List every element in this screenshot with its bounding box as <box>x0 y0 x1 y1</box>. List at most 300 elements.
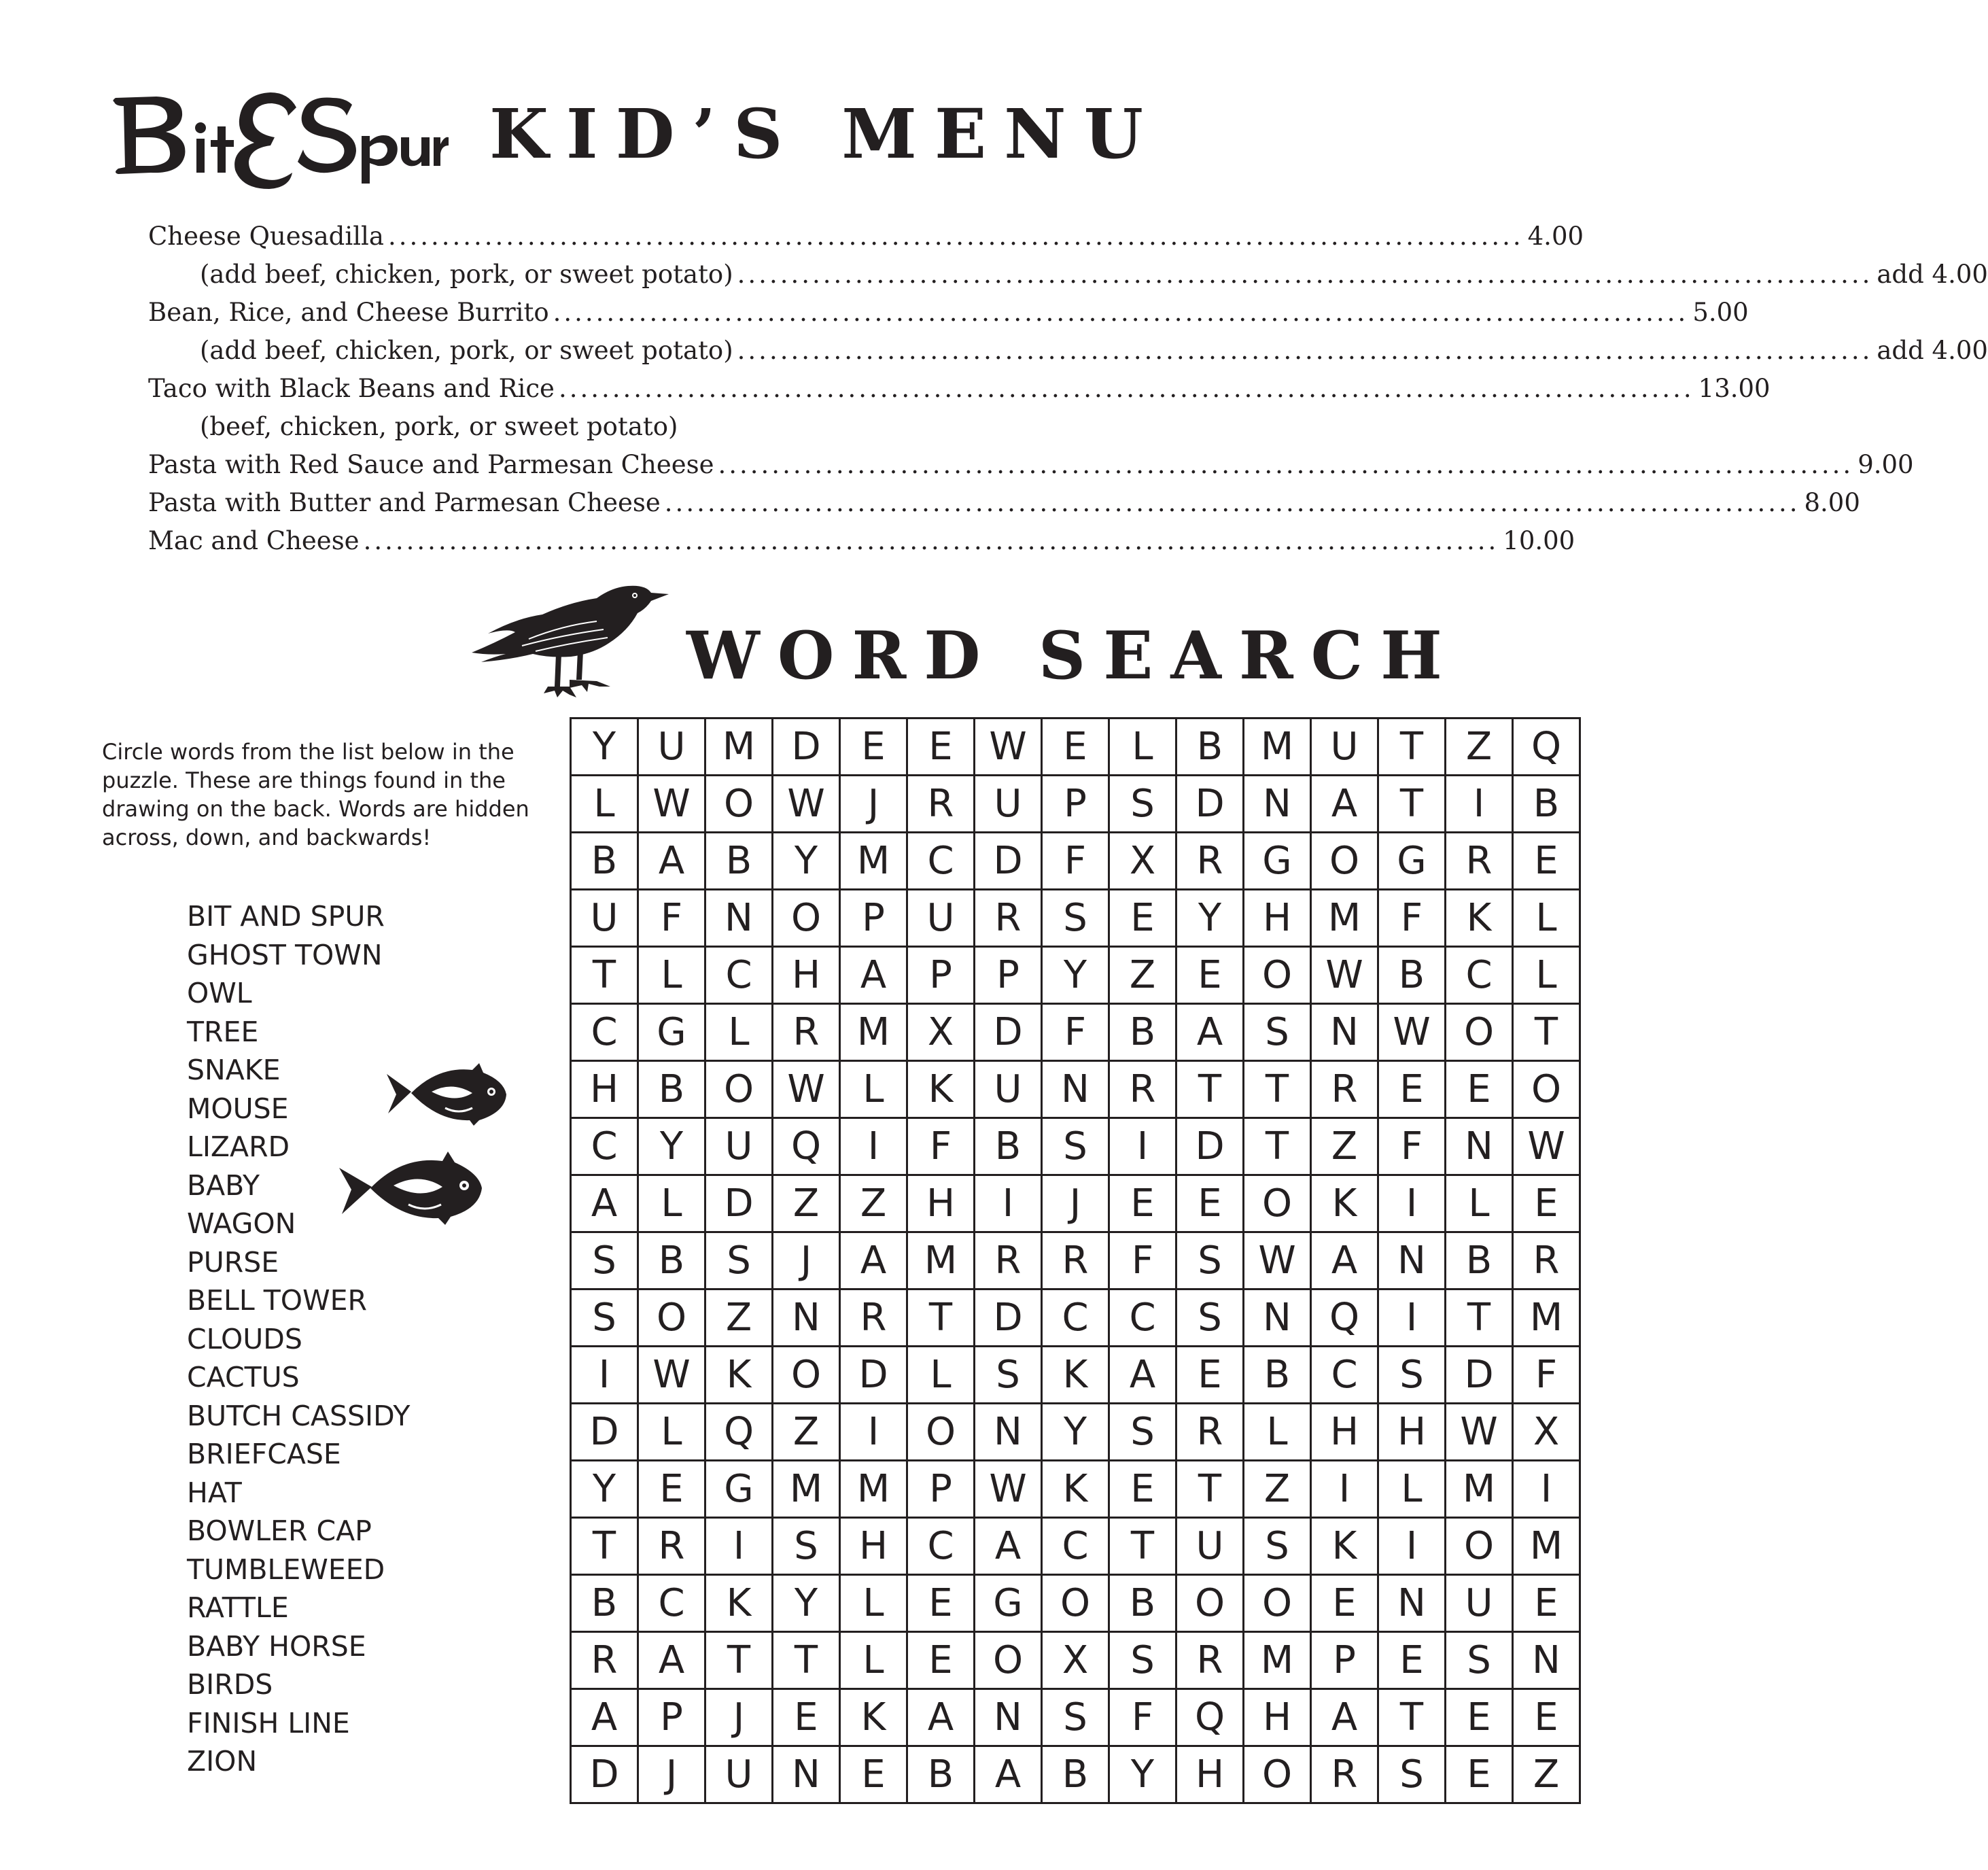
grid-cell[interactable]: A <box>975 1747 1043 1804</box>
grid-cell[interactable]: E <box>1514 833 1581 890</box>
grid-cell[interactable]: N <box>1312 1005 1379 1062</box>
grid-cell[interactable]: H <box>1379 1404 1446 1461</box>
grid-cell[interactable]: E <box>1110 1176 1177 1233</box>
grid-cell[interactable]: Y <box>1110 1747 1177 1804</box>
grid-cell[interactable]: F <box>1110 1690 1177 1747</box>
grid-cell[interactable]: X <box>1043 1633 1110 1690</box>
grid-cell[interactable]: R <box>908 776 975 833</box>
grid-cell[interactable]: T <box>1379 1690 1446 1747</box>
grid-cell[interactable]: G <box>975 1576 1043 1633</box>
grid-cell[interactable]: M <box>706 719 773 776</box>
grid-cell[interactable]: J <box>706 1690 773 1747</box>
grid-cell[interactable]: L <box>1514 890 1581 948</box>
grid-cell[interactable]: Z <box>773 1404 841 1461</box>
grid-cell[interactable]: D <box>572 1747 639 1804</box>
grid-cell[interactable]: B <box>1379 948 1446 1005</box>
grid-cell[interactable]: B <box>1514 776 1581 833</box>
grid-cell[interactable]: N <box>773 1747 841 1804</box>
grid-cell[interactable]: O <box>975 1633 1043 1690</box>
grid-cell[interactable]: L <box>572 776 639 833</box>
grid-cell[interactable]: E <box>1446 1690 1514 1747</box>
grid-row <box>572 1290 1581 1347</box>
grid-cell[interactable]: U <box>572 890 639 948</box>
grid-cell[interactable]: M <box>841 1005 908 1062</box>
grid-cell[interactable]: R <box>1110 1062 1177 1119</box>
grid-cell[interactable]: Q <box>1312 1290 1379 1347</box>
grid-cell[interactable]: K <box>908 1062 975 1119</box>
grid-cell[interactable]: N <box>1379 1233 1446 1290</box>
grid-cell[interactable]: I <box>841 1119 908 1176</box>
word-list-item: BRIEFCASE <box>187 1438 341 1470</box>
grid-cell[interactable]: I <box>975 1176 1043 1233</box>
grid-cell[interactable]: Q <box>1514 719 1581 776</box>
grid-cell[interactable]: E <box>1110 1461 1177 1519</box>
menu-item-name: Cheese Quesadilla <box>148 222 384 251</box>
grid-cell[interactable]: S <box>1110 1404 1177 1461</box>
grid-cell[interactable]: N <box>706 890 773 948</box>
grid-cell[interactable]: R <box>1446 833 1514 890</box>
grid-cell[interactable]: C <box>706 948 773 1005</box>
grid-cell[interactable]: I <box>1110 1119 1177 1176</box>
menu-item-price: 8.00 <box>1804 488 1860 517</box>
grid-cell[interactable]: M <box>841 1461 908 1519</box>
grid-cell[interactable]: G <box>639 1005 706 1062</box>
grid-cell[interactable]: E <box>908 719 975 776</box>
grid-cell[interactable]: Q <box>773 1119 841 1176</box>
grid-cell[interactable]: T <box>1379 776 1446 833</box>
grid-cell[interactable]: S <box>572 1290 639 1347</box>
grid-cell[interactable]: F <box>1043 1005 1110 1062</box>
grid-cell[interactable]: C <box>639 1576 706 1633</box>
grid-cell[interactable]: X <box>1514 1404 1581 1461</box>
grid-cell[interactable]: E <box>1379 1062 1446 1119</box>
grid-cell[interactable]: S <box>1177 1233 1244 1290</box>
grid-cell[interactable]: S <box>773 1519 841 1576</box>
grid-cell[interactable]: A <box>572 1176 639 1233</box>
grid-cell[interactable]: S <box>975 1347 1043 1404</box>
grid-cell[interactable]: L <box>639 948 706 1005</box>
grid-cell[interactable]: B <box>1177 719 1244 776</box>
grid-cell[interactable]: L <box>841 1576 908 1633</box>
grid-cell[interactable]: B <box>1244 1347 1312 1404</box>
grid-cell[interactable]: E <box>1446 1747 1514 1804</box>
grid-cell[interactable]: I <box>1379 1176 1446 1233</box>
grid-cell[interactable]: O <box>1244 948 1312 1005</box>
grid-cell[interactable]: O <box>1177 1576 1244 1633</box>
grid-cell[interactable]: C <box>1312 1347 1379 1404</box>
grid-cell[interactable]: O <box>1244 1576 1312 1633</box>
grid-cell[interactable]: O <box>773 890 841 948</box>
grid-cell[interactable]: K <box>1312 1176 1379 1233</box>
grid-cell[interactable]: S <box>1244 1519 1312 1576</box>
grid-cell[interactable]: W <box>639 776 706 833</box>
grid-cell[interactable]: F <box>639 890 706 948</box>
grid-cell[interactable]: E <box>1514 1176 1581 1233</box>
grid-cell[interactable]: B <box>975 1119 1043 1176</box>
grid-cell[interactable]: M <box>1446 1461 1514 1519</box>
grid-cell[interactable]: Y <box>1043 1404 1110 1461</box>
grid-cell[interactable]: E <box>1177 1347 1244 1404</box>
grid-cell[interactable]: H <box>908 1176 975 1233</box>
grid-cell[interactable]: J <box>639 1747 706 1804</box>
grid-cell[interactable]: T <box>1514 1005 1581 1062</box>
grid-cell[interactable]: R <box>1043 1233 1110 1290</box>
grid-cell[interactable]: Q <box>706 1404 773 1461</box>
grid-cell[interactable]: S <box>1043 1690 1110 1747</box>
word-search-title: WORD SEARCH <box>686 617 1460 694</box>
grid-cell[interactable]: S <box>1177 1290 1244 1347</box>
grid-cell[interactable]: A <box>572 1690 639 1747</box>
grid-cell[interactable]: I <box>1379 1290 1446 1347</box>
grid-cell[interactable]: J <box>1043 1176 1110 1233</box>
word-list-item: MOUSE <box>187 1092 289 1125</box>
grid-cell[interactable]: S <box>1244 1005 1312 1062</box>
menu-item-price: 4.00 <box>1527 222 1584 251</box>
grid-cell[interactable]: B <box>706 833 773 890</box>
grid-cell[interactable]: S <box>1379 1347 1446 1404</box>
grid-cell[interactable]: T <box>1244 1062 1312 1119</box>
grid-cell[interactable]: K <box>1312 1519 1379 1576</box>
grid-cell[interactable]: U <box>1177 1519 1244 1576</box>
grid-cell[interactable]: O <box>1244 1176 1312 1233</box>
grid-cell[interactable]: C <box>1446 948 1514 1005</box>
grid-cell[interactable]: E <box>773 1690 841 1747</box>
grid-cell[interactable]: U <box>1446 1576 1514 1633</box>
grid-cell[interactable]: T <box>908 1290 975 1347</box>
grid-cell[interactable]: I <box>572 1347 639 1404</box>
word-list-item: LIZARD <box>187 1130 290 1163</box>
grid-cell[interactable]: P <box>908 1461 975 1519</box>
grid-cell[interactable]: W <box>639 1347 706 1404</box>
grid-cell[interactable]: T <box>572 1519 639 1576</box>
grid-cell[interactable]: L <box>706 1005 773 1062</box>
grid-cell[interactable]: R <box>1177 1404 1244 1461</box>
grid-cell[interactable]: K <box>1043 1461 1110 1519</box>
grid-cell[interactable]: P <box>1043 776 1110 833</box>
grid-cell[interactable]: Z <box>1312 1119 1379 1176</box>
grid-cell[interactable]: H <box>1244 1690 1312 1747</box>
grid-cell[interactable]: B <box>1110 1576 1177 1633</box>
grid-cell[interactable]: T <box>1446 1290 1514 1347</box>
grid-cell[interactable]: G <box>1379 833 1446 890</box>
grid-cell[interactable]: Y <box>572 719 639 776</box>
grid-cell[interactable]: A <box>1110 1347 1177 1404</box>
grid-cell[interactable]: Z <box>1446 719 1514 776</box>
grid-cell[interactable]: K <box>841 1690 908 1747</box>
grid-cell[interactable]: E <box>1514 1576 1581 1633</box>
grid-cell[interactable]: T <box>572 948 639 1005</box>
grid-cell[interactable]: W <box>1312 948 1379 1005</box>
grid-cell[interactable]: E <box>1110 890 1177 948</box>
grid-cell[interactable]: E <box>1312 1576 1379 1633</box>
grid-cell[interactable]: D <box>572 1404 639 1461</box>
grid-cell[interactable]: S <box>1110 1633 1177 1690</box>
grid-cell[interactable]: A <box>841 948 908 1005</box>
grid-cell[interactable]: Z <box>773 1176 841 1233</box>
grid-cell[interactable]: C <box>572 1119 639 1176</box>
grid-cell[interactable]: O <box>1312 833 1379 890</box>
grid-cell[interactable]: W <box>773 1062 841 1119</box>
grid-cell[interactable]: U <box>1312 719 1379 776</box>
grid-cell[interactable]: F <box>1110 1233 1177 1290</box>
grid-cell[interactable]: Z <box>841 1176 908 1233</box>
grid-cell[interactable]: R <box>975 1233 1043 1290</box>
grid-cell[interactable]: R <box>975 890 1043 948</box>
grid-cell[interactable]: L <box>1379 1461 1446 1519</box>
grid-cell[interactable]: R <box>1177 1633 1244 1690</box>
grid-cell[interactable]: Q <box>1177 1690 1244 1747</box>
grid-cell[interactable]: E <box>841 1747 908 1804</box>
grid-cell[interactable]: C <box>1043 1290 1110 1347</box>
grid-cell[interactable]: T <box>1177 1062 1244 1119</box>
grid-cell[interactable]: C <box>1043 1519 1110 1576</box>
grid-cell[interactable]: C <box>908 833 975 890</box>
grid-cell[interactable]: O <box>908 1404 975 1461</box>
grid-cell[interactable]: N <box>1446 1119 1514 1176</box>
grid-cell[interactable]: R <box>1312 1062 1379 1119</box>
grid-cell[interactable]: C <box>572 1005 639 1062</box>
grid-cell[interactable]: N <box>1244 776 1312 833</box>
grid-cell[interactable]: P <box>1312 1633 1379 1690</box>
grid-cell[interactable]: W <box>975 719 1043 776</box>
grid-cell[interactable]: B <box>1043 1747 1110 1804</box>
grid-cell[interactable]: Y <box>1177 890 1244 948</box>
grid-cell[interactable]: H <box>1177 1747 1244 1804</box>
grid-cell[interactable]: L <box>1110 719 1177 776</box>
grid-cell[interactable]: M <box>1244 719 1312 776</box>
grid-cell[interactable]: W <box>1514 1119 1581 1176</box>
grid-cell[interactable]: O <box>706 1062 773 1119</box>
grid-cell[interactable]: B <box>572 1576 639 1633</box>
grid-cell[interactable]: G <box>1244 833 1312 890</box>
grid-cell[interactable]: U <box>975 776 1043 833</box>
grid-cell[interactable]: M <box>908 1233 975 1290</box>
grid-cell[interactable]: F <box>1379 890 1446 948</box>
grid-cell[interactable]: S <box>1446 1633 1514 1690</box>
grid-cell[interactable]: S <box>1110 776 1177 833</box>
grid-cell[interactable]: T <box>1110 1519 1177 1576</box>
grid-cell[interactable]: B <box>1110 1005 1177 1062</box>
grid-cell[interactable]: J <box>841 776 908 833</box>
grid-cell[interactable]: G <box>706 1461 773 1519</box>
grid-cell[interactable]: A <box>639 833 706 890</box>
grid-row <box>572 776 1581 833</box>
grid-cell[interactable]: K <box>1446 890 1514 948</box>
grid-cell[interactable]: A <box>1312 1233 1379 1290</box>
grid-cell[interactable]: M <box>841 833 908 890</box>
grid-cell[interactable]: M <box>1514 1519 1581 1576</box>
grid-cell[interactable]: E <box>639 1461 706 1519</box>
grid-cell[interactable]: I <box>841 1404 908 1461</box>
grid-cell[interactable]: D <box>841 1347 908 1404</box>
fish-illustration <box>384 1060 510 1128</box>
grid-cell[interactable]: U <box>639 719 706 776</box>
grid-cell[interactable]: H <box>572 1062 639 1119</box>
grid-cell[interactable]: H <box>841 1519 908 1576</box>
grid-cell[interactable]: T <box>1244 1119 1312 1176</box>
grid-cell[interactable]: M <box>1244 1633 1312 1690</box>
grid-cell[interactable]: D <box>1177 1119 1244 1176</box>
grid-cell[interactable]: E <box>1379 1633 1446 1690</box>
grid-cell[interactable]: L <box>841 1062 908 1119</box>
grid-cell[interactable]: I <box>1514 1461 1581 1519</box>
grid-cell[interactable]: F <box>908 1119 975 1176</box>
grid-cell[interactable]: P <box>908 948 975 1005</box>
grid-cell[interactable]: A <box>908 1690 975 1747</box>
grid-cell[interactable]: F <box>1514 1347 1581 1404</box>
grid-cell[interactable]: Z <box>706 1290 773 1347</box>
grid-cell[interactable]: S <box>572 1233 639 1290</box>
grid-cell[interactable]: A <box>975 1519 1043 1576</box>
grid-cell[interactable]: L <box>908 1347 975 1404</box>
grid-cell[interactable]: N <box>975 1690 1043 1747</box>
grid-cell[interactable]: H <box>773 948 841 1005</box>
grid-cell[interactable]: T <box>1379 719 1446 776</box>
grid-cell[interactable]: L <box>1446 1176 1514 1233</box>
grid-cell[interactable]: E <box>1043 719 1110 776</box>
grid-cell[interactable]: R <box>841 1290 908 1347</box>
grid-cell[interactable]: Y <box>773 1576 841 1633</box>
grid-cell[interactable]: B <box>1446 1233 1514 1290</box>
grid-cell[interactable]: T <box>1177 1461 1244 1519</box>
grid-cell[interactable]: R <box>1312 1747 1379 1804</box>
grid-cell[interactable]: E <box>841 719 908 776</box>
grid-cell[interactable]: O <box>1446 1005 1514 1062</box>
grid-cell[interactable]: E <box>1177 948 1244 1005</box>
word-list-item: WAGON <box>187 1207 296 1240</box>
grid-cell[interactable]: A <box>1177 1005 1244 1062</box>
grid-cell[interactable]: W <box>1446 1404 1514 1461</box>
grid-cell[interactable]: D <box>975 1290 1043 1347</box>
grid-cell[interactable]: O <box>639 1290 706 1347</box>
grid-cell[interactable]: K <box>1043 1347 1110 1404</box>
grid-cell[interactable]: M <box>1312 890 1379 948</box>
grid-cell[interactable]: L <box>1244 1404 1312 1461</box>
grid-cell[interactable]: L <box>639 1404 706 1461</box>
grid-cell[interactable]: I <box>706 1519 773 1576</box>
grid-cell[interactable]: K <box>706 1576 773 1633</box>
grid-cell[interactable]: X <box>1110 833 1177 890</box>
grid-cell[interactable]: E <box>908 1633 975 1690</box>
grid-cell[interactable]: N <box>975 1404 1043 1461</box>
grid-cell[interactable]: P <box>639 1690 706 1747</box>
grid-cell[interactable]: F <box>1379 1119 1446 1176</box>
grid-cell[interactable]: K <box>706 1347 773 1404</box>
grid-cell[interactable]: R <box>639 1519 706 1576</box>
grid-cell[interactable]: H <box>1312 1404 1379 1461</box>
grid-cell[interactable]: B <box>639 1062 706 1119</box>
grid-cell[interactable]: A <box>639 1633 706 1690</box>
grid-cell[interactable]: J <box>773 1233 841 1290</box>
grid-cell[interactable]: R <box>773 1005 841 1062</box>
grid-cell[interactable]: Z <box>1244 1461 1312 1519</box>
word-list-item: TREE <box>187 1015 259 1048</box>
grid-cell[interactable]: E <box>1514 1690 1581 1747</box>
grid-cell[interactable]: W <box>975 1461 1043 1519</box>
grid-cell[interactable]: W <box>1244 1233 1312 1290</box>
grid-cell[interactable]: T <box>773 1633 841 1690</box>
grid-cell[interactable]: R <box>1514 1233 1581 1290</box>
grid-cell[interactable]: C <box>908 1519 975 1576</box>
grid-cell[interactable]: N <box>1043 1062 1110 1119</box>
grid-cell[interactable]: L <box>639 1176 706 1233</box>
grid-cell[interactable]: R <box>572 1633 639 1690</box>
menu-item-price: add 4.00 <box>1877 336 1988 365</box>
grid-cell[interactable]: D <box>1177 776 1244 833</box>
grid-cell[interactable]: P <box>975 948 1043 1005</box>
grid-cell[interactable]: B <box>908 1747 975 1804</box>
grid-row <box>572 948 1581 1005</box>
grid-cell[interactable]: W <box>773 776 841 833</box>
grid-cell[interactable]: L <box>1514 948 1581 1005</box>
grid-cell[interactable]: P <box>841 890 908 948</box>
grid-cell[interactable]: D <box>1446 1347 1514 1404</box>
grid-cell[interactable]: A <box>1312 776 1379 833</box>
grid-cell[interactable]: N <box>1379 1576 1446 1633</box>
grid-cell[interactable]: W <box>1379 1005 1446 1062</box>
grid-cell[interactable]: Y <box>572 1461 639 1519</box>
grid-cell[interactable]: O <box>1043 1576 1110 1633</box>
grid-cell[interactable]: B <box>639 1233 706 1290</box>
grid-cell[interactable]: L <box>841 1633 908 1690</box>
grid-cell[interactable]: M <box>1514 1290 1581 1347</box>
grid-cell[interactable]: H <box>1244 890 1312 948</box>
grid-cell[interactable]: O <box>1244 1747 1312 1804</box>
grid-cell[interactable]: S <box>1379 1747 1446 1804</box>
grid-cell[interactable]: U <box>706 1119 773 1176</box>
grid-cell[interactable]: S <box>706 1233 773 1290</box>
grid-cell[interactable]: U <box>908 890 975 948</box>
grid-cell[interactable]: Y <box>773 833 841 890</box>
grid-cell[interactable]: E <box>908 1576 975 1633</box>
grid-cell[interactable]: U <box>975 1062 1043 1119</box>
grid-cell[interactable]: O <box>773 1347 841 1404</box>
grid-cell[interactable]: S <box>1043 890 1110 948</box>
grid-cell[interactable]: O <box>1514 1062 1581 1119</box>
grid-cell[interactable]: D <box>706 1176 773 1233</box>
grid-cell[interactable]: X <box>908 1005 975 1062</box>
grid-cell[interactable]: Y <box>639 1119 706 1176</box>
grid-cell[interactable]: D <box>975 1005 1043 1062</box>
dot-leader: .......................................................................................................... <box>558 374 1694 403</box>
grid-cell[interactable]: N <box>773 1290 841 1347</box>
grid-cell[interactable]: B <box>572 833 639 890</box>
grid-cell[interactable]: N <box>1514 1633 1581 1690</box>
grid-cell[interactable]: C <box>1110 1290 1177 1347</box>
grid-cell[interactable]: S <box>1043 1119 1110 1176</box>
grid-cell[interactable]: Z <box>1110 948 1177 1005</box>
grid-cell[interactable]: Z <box>1514 1747 1581 1804</box>
grid-cell[interactable]: A <box>1312 1690 1379 1747</box>
grid-cell[interactable]: T <box>706 1633 773 1690</box>
grid-cell[interactable]: I <box>1312 1461 1379 1519</box>
grid-cell[interactable]: O <box>706 776 773 833</box>
grid-cell[interactable]: E <box>1446 1062 1514 1119</box>
grid-cell[interactable]: F <box>1043 833 1110 890</box>
grid-cell[interactable]: D <box>975 833 1043 890</box>
grid-cell[interactable]: I <box>1379 1519 1446 1576</box>
grid-cell[interactable]: D <box>773 719 841 776</box>
grid-cell[interactable]: R <box>1177 833 1244 890</box>
grid-cell[interactable]: I <box>1446 776 1514 833</box>
grid-cell[interactable]: M <box>773 1461 841 1519</box>
grid-cell[interactable]: A <box>841 1233 908 1290</box>
grid-cell[interactable]: Y <box>1043 948 1110 1005</box>
grid-cell[interactable]: O <box>1446 1519 1514 1576</box>
grid-cell[interactable]: U <box>706 1747 773 1804</box>
grid-cell[interactable]: N <box>1244 1290 1312 1347</box>
grid-cell[interactable]: E <box>1177 1176 1244 1233</box>
